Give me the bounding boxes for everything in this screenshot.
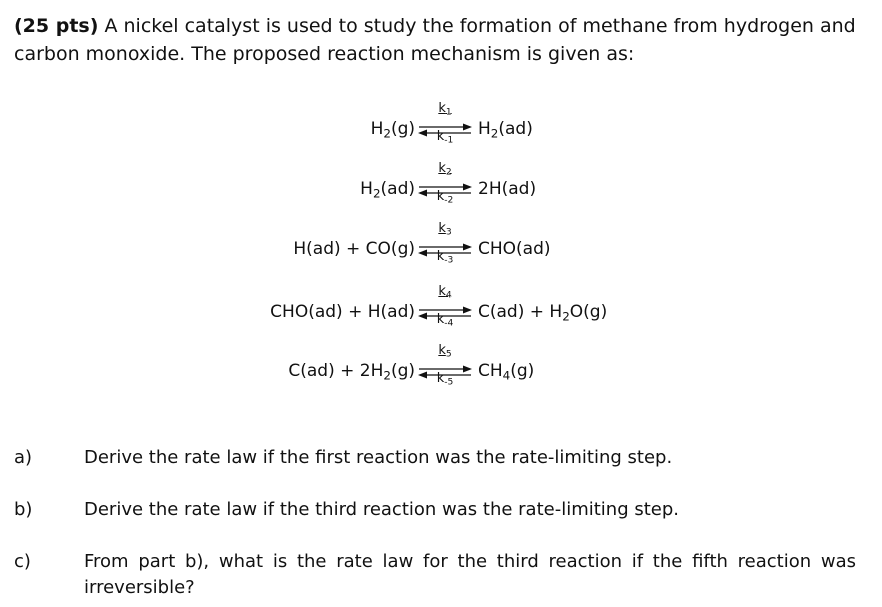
subscript: 2 (490, 126, 499, 141)
reactants (360, 179, 415, 199)
formula-text: k (438, 161, 446, 176)
products (478, 179, 536, 199)
reaction-step-4 (0, 285, 882, 335)
reactants (371, 119, 415, 139)
question-text: From part b), what is the rate law for the third reaction if the fifth reaction was irreversible? (84, 551, 856, 598)
question-label: a) (14, 447, 33, 468)
formula-text: H (360, 179, 373, 199)
subscript: 3 (445, 227, 452, 238)
formula-text: CHO(ad) (478, 239, 551, 259)
question-label: c) (14, 551, 31, 572)
reactants (288, 361, 415, 381)
formula-text: C(ad) + 2H (288, 361, 384, 381)
subscript: -4 (444, 318, 454, 329)
formula-text: C(ad) + H (478, 302, 563, 322)
formula-text: k (436, 129, 445, 144)
question-label: b) (14, 499, 33, 520)
subscript: 2 (383, 368, 391, 383)
formula-text: (g) (390, 119, 415, 139)
reverse-rate-constant (425, 130, 465, 144)
formula-text: CHO(ad) + H(ad) (270, 302, 415, 322)
reaction-step-5 (0, 344, 882, 394)
subscript: 5 (445, 349, 452, 360)
formula-text: k (438, 101, 446, 116)
subscript: 2 (562, 309, 570, 324)
formula-text: k (438, 221, 446, 236)
formula-text: O(g) (569, 302, 608, 322)
subscript: 2 (445, 167, 452, 178)
forward-rate-constant (425, 102, 465, 116)
formula-text: (g) (390, 361, 415, 381)
reverse-rate-constant (425, 372, 465, 386)
formula-text: k (436, 249, 445, 264)
formula-text: k (436, 371, 445, 386)
points-label: (25 pts) (14, 15, 99, 37)
forward-rate-constant (425, 285, 465, 299)
subscript: 4 (502, 368, 511, 383)
formula-text: (ad) (498, 119, 533, 139)
formula-text: H (478, 119, 491, 139)
formula-text: (ad) (380, 179, 415, 199)
formula-text: H (370, 119, 384, 139)
forward-rate-constant (425, 162, 465, 176)
reaction-step-1 (0, 102, 882, 152)
question-text: Derive the rate law if the first reaction was the rate-limiting step. (84, 447, 673, 468)
problem-intro (14, 12, 866, 68)
reverse-rate-constant (425, 190, 465, 204)
subscript: 2 (383, 126, 391, 141)
formula-text: k (438, 343, 446, 358)
formula-text: k (436, 312, 445, 327)
subscript: 4 (445, 290, 452, 301)
formula-text: k (438, 284, 446, 299)
reactants (270, 302, 415, 322)
products (478, 119, 533, 139)
reaction-step-3 (0, 222, 882, 272)
subscript: -2 (444, 195, 454, 206)
formula-text: k (436, 189, 445, 204)
formula-text: (g) (510, 361, 535, 381)
formula-text: 2H(ad) (478, 179, 537, 199)
reaction-step-2 (0, 162, 882, 212)
formula-text: CH (478, 361, 503, 381)
reactants (293, 239, 415, 259)
forward-rate-constant (425, 344, 465, 358)
subscript: 2 (372, 186, 381, 201)
reverse-rate-constant (425, 250, 465, 264)
subscript: -1 (444, 135, 454, 146)
forward-rate-constant (425, 222, 465, 236)
products (478, 302, 607, 322)
subscript: -3 (444, 255, 454, 266)
question-text: Derive the rate law if the third reaction was the rate-limiting step. (84, 499, 680, 520)
formula-text: H(ad) + CO(g) (293, 239, 415, 259)
subscript: 1 (445, 107, 452, 118)
reverse-rate-constant (425, 313, 465, 327)
intro-text: A nickel catalyst is used to study the formation of methane from hydrogen and carbon monoxide. The proposed reaction mechanism is given as: (14, 15, 856, 65)
products (478, 239, 551, 259)
products (478, 361, 534, 381)
subscript: -5 (444, 377, 454, 388)
